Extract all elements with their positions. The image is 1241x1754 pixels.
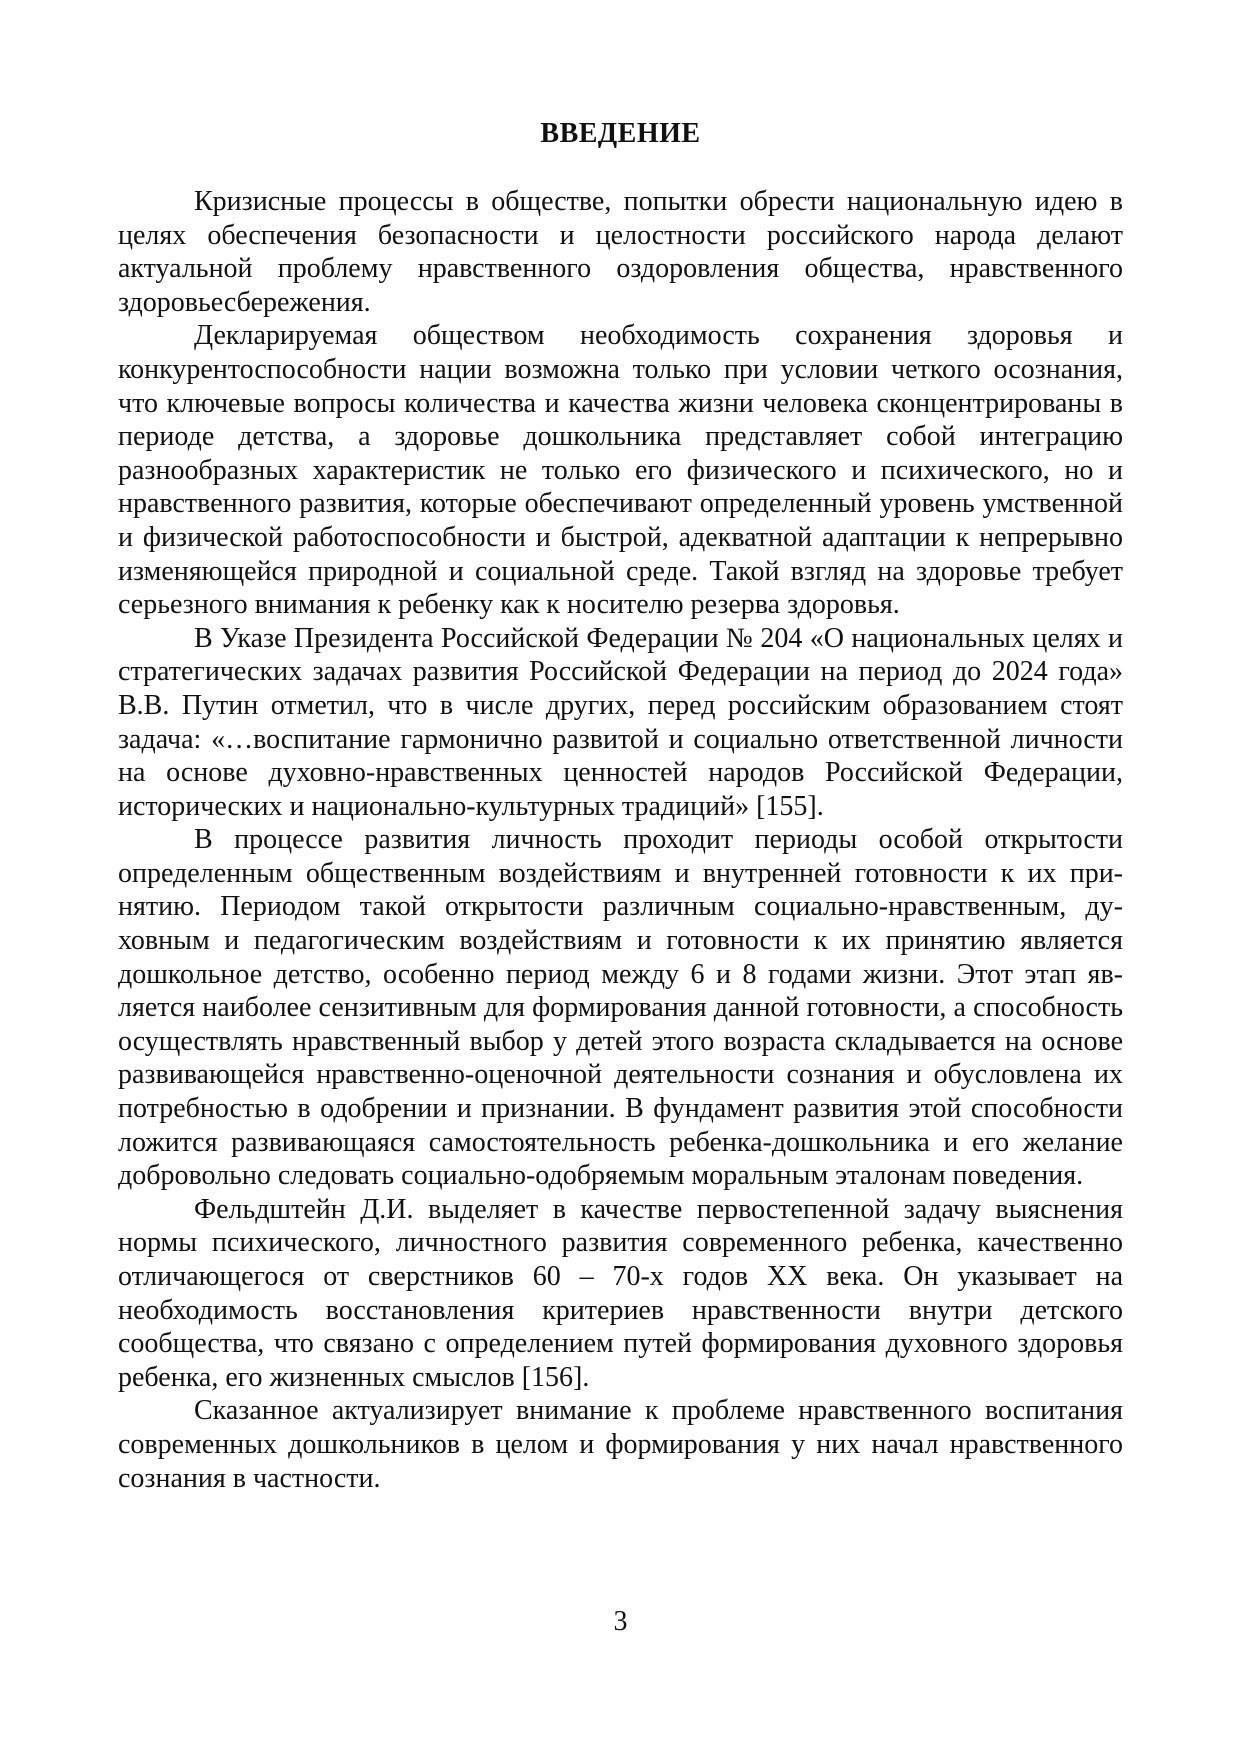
page-number: 3 — [613, 1606, 628, 1637]
page-title: ВВЕДЕНИЕ — [540, 118, 701, 149]
paragraph-3: В Указе Президента Российской Федерации № 204 «О национальных целях и стратегических задачах развития Российской Федерации на период до 2024 года» В.В. Путин отметил, что в числе других, перед российским образованием стоят задача: «…воспитание гармонично развитой и социально ответственной личности на основе духовно-нравственных ценностей народов Российской Федерации, исторических и национально-культурных традиций» [155]. — [118, 622, 1123, 822]
paragraph-1: Кризисные процессы в обществе, попытки обрести национальную идею в целях обеспечения безопасности и целостности российского народа делают актуальной проблему нравственного оздоровления общества, нравственного здоровьесбережения. — [118, 186, 1123, 318]
paragraph-6: Сказанное актуализирует внимание к проблеме нравственного воспитания современных дошкольников в целом и формирования у них начал нравственного сознания в частности. — [118, 1395, 1123, 1494]
paragraph-4: В процессе развития личность проходит периоды особой открытости определенным общественным воздействиям и внутренней готовности к их принятию. Периодом такой открытости различным социально-нравственным, духовным и педагогическим воздействиям и готовности к их принятию является дошкольное детство, особенно период между 6 и 8 годами жизни. Этот этап является наиболее сензитивным для формирования данной готовности, а способность осуществлять нравственный выбор у детей этого возраста складывается на основе развивающейся нравственно-оценочной деятельности сознания и обусловлена их потребностью в одобрении и признании. В фундамент развития этой способности ложится развивающаяся самостоятельность ребенка-дошкольника и его желание добровольно следовать социально-одобряемым моральным эталонам поведения. — [118, 824, 1123, 1192]
paragraph-5: Фельдштейн Д.И. выделяет в качестве первостепенной задачу выяснения нормы психического, личностного развития современного ребенка, качественно отличающегося от сверстников 60 – 70-х годов ХХ века. Он указывает на необходимость восстановления критериев нравственности внутри детского сообщества, что связано с определением путей формирования духовного здоровья ребенка, его жизненных смыслов [156]. — [118, 1193, 1123, 1393]
body-text — [118, 185, 1123, 1495]
paragraph-2: Декларируемая обществом необходимость сохранения здоровья и конкурентоспособности нации возможна только при условии четкого осознания, что ключевые вопросы количества и качества жизни человека сконцентрированы в периоде детства, а здоровье дошкольника представляет собой интеграцию разнообразных характеристик не только его физического и психического, но и нравственного развития, которые обеспечивают определенный уровень умственной и физической работоспособности и быстрой, адекватной адаптации к непрерывно изменяющейся природной и социальной среде. Такой взгляд на здоровье требует серьезного внимания к ребенку как к носителю резерва здоровья. — [118, 320, 1123, 621]
